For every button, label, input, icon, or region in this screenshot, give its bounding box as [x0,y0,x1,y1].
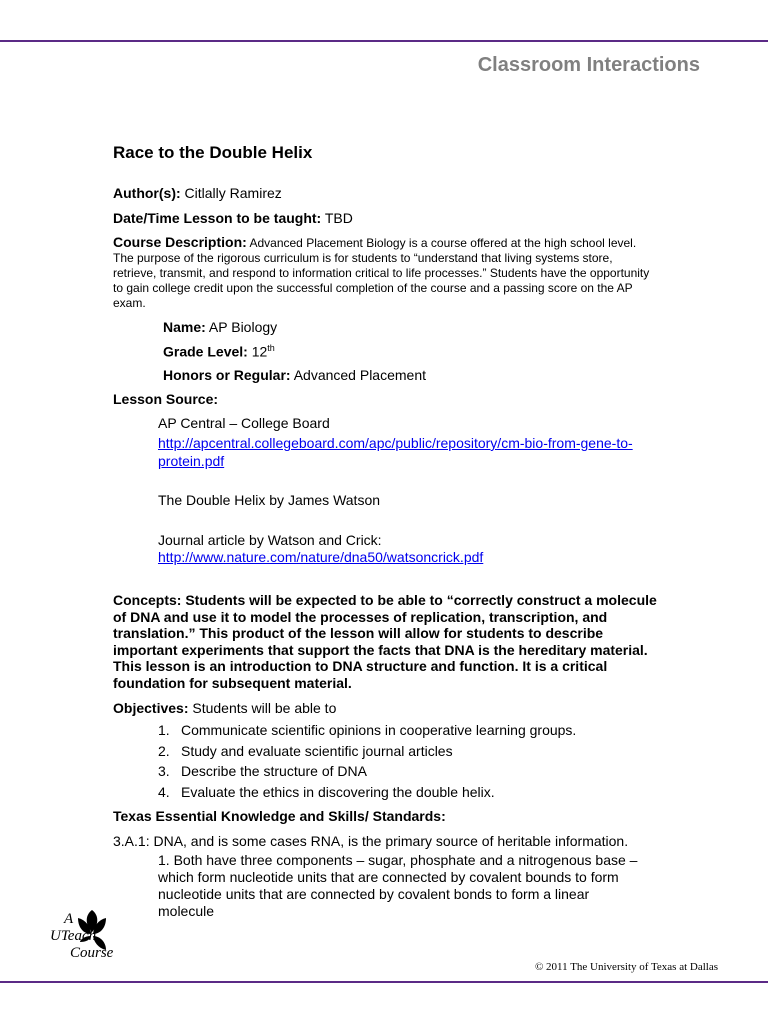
list-number: 1. [158,722,170,738]
list-item [158,722,576,743]
source-link-block [158,434,638,470]
course-description-text: Advanced Placement Biology is a course offered at the high school level. The purpose of the rigorous curriculum is for students to “understand that living systems store, retrieve, transmit, and respond to information critical to life processes.” Students have the opportunity to gain college credit upon the successful completion of the course and a passing score on the AP exam. [113,236,650,310]
document-title: Race to the Double Helix [113,143,313,162]
source-double-helix-book: The Double Helix by James Watson [158,492,381,508]
authors-value: Citlally Ramirez [180,185,282,201]
list-text: Evaluate the ethics in discovering the double helix. [181,783,495,800]
objectives-line [113,700,336,716]
teks-label: Texas Essential Knowledge and Skills/ Standards: [113,808,446,824]
name-value: AP Biology [205,319,278,335]
bottom-divider [0,981,768,983]
list-number: 2. [158,742,170,759]
grade-suffix: th [267,343,275,353]
header-title: Classroom Interactions [477,54,700,76]
teks-standard: 3.A.1: DNA, and is some cases RNA, is the primary source of heritable information. [113,833,629,849]
nature-link-line [158,549,483,565]
authors-line [113,185,282,201]
teks-detail: 1. Both have three components – sugar, phosphate and a nitrogenous base – which form nucleotide units that are connected by covalent bounds to form nucleotide units that are connected by covalent bonds to form a linear molecule [158,852,638,919]
list-number: 3. [158,763,170,779]
objectives-intro: Students will be able to [188,700,337,716]
source-ap-central: AP Central – College Board [158,415,330,431]
authors-label: Author(s): [113,185,181,201]
logo-course: Course [70,945,114,961]
grade-value: 12 [247,343,268,360]
list-item [158,743,576,764]
objectives-label: Objectives: [113,700,189,716]
ap-central-link[interactable]: http://apcentral.collegeboard.com/apc/public/repository/cm-bio-from-gene-to-protein.pdf [158,435,633,469]
list-text: Study and evaluate scientific journal articles [181,742,453,759]
grade-label: Grade Level: [163,343,248,360]
nature-link[interactable]: http://www.nature.com/nature/dna50/watsoncrick.pdf [158,549,484,565]
course-description-label: Course Description: [113,234,247,250]
list-item [158,763,576,784]
source-journal-label: Journal article by Watson and Crick: [158,532,382,548]
honors-label: Honors or Regular: [163,367,291,383]
list-number: 4. [158,783,170,800]
datetime-line [113,210,353,226]
lesson-source-label: Lesson Source: [113,391,219,407]
top-divider [0,40,768,42]
name-label: Name: [163,319,206,335]
course-description [113,235,658,311]
logo-uteach: UTeach [50,928,97,944]
datetime-label: Date/Time Lesson to be taught: [113,210,322,226]
copyright-footer: © 2011 The University of Texas at Dallas [534,961,718,973]
logo-a: A [64,911,74,927]
honors-value: Advanced Placement [290,367,426,383]
name-line [163,319,277,335]
honors-line [163,367,426,383]
list-item [158,784,576,805]
uteach-logo [50,908,134,968]
grade-line [163,343,275,360]
list-text: Communicate scientific opinions in cooperative learning groups. [181,722,577,738]
list-text: Describe the structure of DNA [181,763,367,779]
datetime-value: TBD [321,210,353,226]
objectives-list [158,722,576,804]
concepts-paragraph: Concepts: Students will be expected to be able to “correctly construct a molecule of DNA and use it to model the processes of replication, transcription, and translation.” This product of the lesson will allow for students to describe important experiments that support the facts that DNA is the hereditary material. This lesson is an introduction to DNA structure and function. It is a critical foundation for subsequent material. [113,592,657,691]
